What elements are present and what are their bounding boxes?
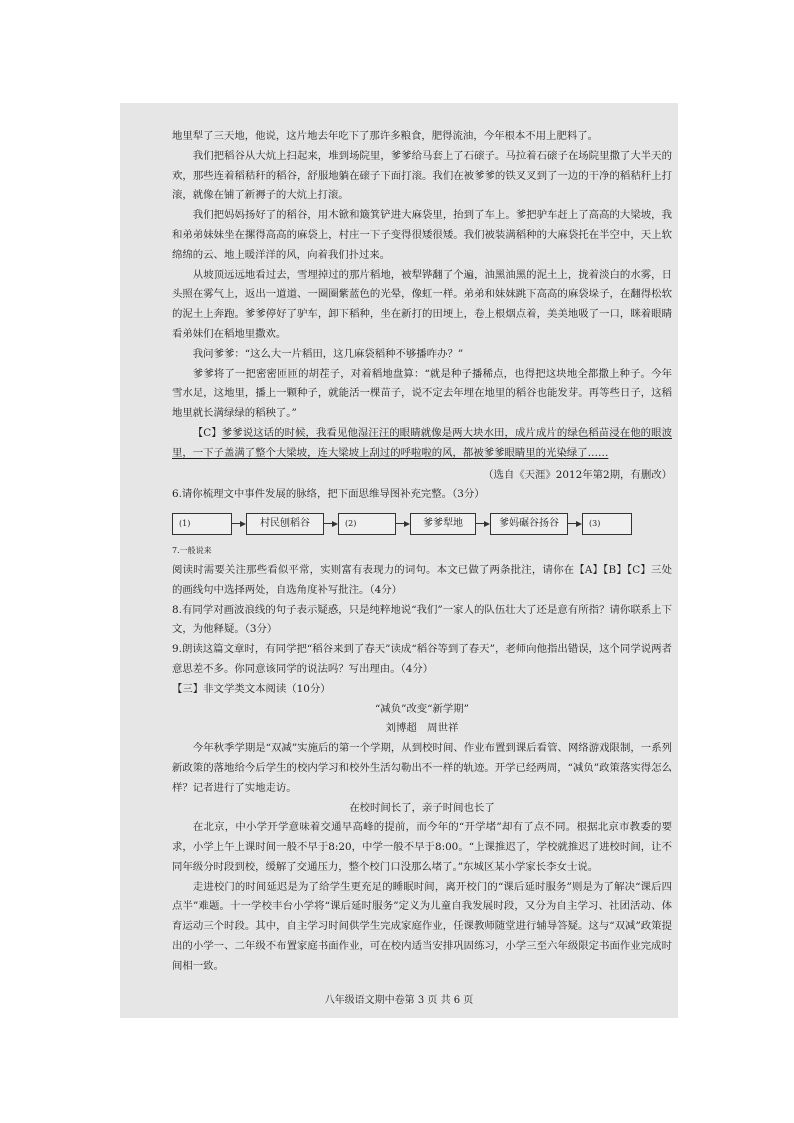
- mind-map-blank-3[interactable]: (3): [582, 513, 632, 535]
- mind-map-node: 爹妈碾谷扬谷: [490, 513, 568, 535]
- annotation-marker-c: 【C】: [192, 426, 222, 439]
- page-footer: 八年级语文期中卷第 3 页 共 6 页: [324, 995, 474, 1006]
- paragraph: 今年秋季学期是“双减”实施后的第一个学期，从到校时间、作业布置到课后看管、网络游戏限制，一系列新政策的落地给今后学生的校内学习和校外生活勾勒出不一样的轨迹。开学已经两周，“减负”政策落实得怎么样？记者进行了实地走访。: [172, 742, 672, 794]
- paragraph: 爹爹将了一把密密匝匝的胡茬子，对着稻地盘算：“就是种子播稀点，也得把这块地全都撒上种子。今年雪水足，这地里，播上一颗种子，就能活一棵苗子，说不定去年埋在地里的稻谷也能发芽。再等些日子，这稻地里就长满绿绿的稻秧了。”: [172, 367, 672, 420]
- paragraph: 我问爹爹：“这么大一片稻田，这几麻袋稻种不够播咋办？”: [192, 347, 464, 360]
- exam-page: [120, 103, 678, 1018]
- question-6: 6.请你梳理文中事件发展的脉络，把下面思维导图补充完整。（3分）: [172, 488, 485, 501]
- arrow-right-icon: [568, 519, 582, 529]
- mind-map-node: 爹爹犁地: [410, 513, 476, 535]
- source-citation: （选自《天涯》2012年第2期，有删改）: [483, 468, 672, 481]
- mind-map-node: 村民刨稻谷: [246, 513, 324, 535]
- question-8: 8.有同学对画波浪线的句子表示疑惑，只是纯粹地说“我们”一家人的队伍壮大了还是意有所指？请你联系上下文，为他释疑。（3分）: [172, 603, 672, 636]
- paragraph: 我们把稻谷从大炕上扫起来，堆到场院里，爹爹给马套上了石磙子。马拉着石磙子在场院里撒了大半天的欢，那些连着稻秸秆的稻谷，舒服地躺在磙子下面打滚。我们在被爹爹的铁叉叉到了一边的干净的稻秸秆上打滚，就像在铺了新褥子的大炕上打滚。: [172, 149, 672, 202]
- question-7: 阅读时需要关注那些看似平常，实则富有表现力的词句。本文已做了两条批注，请你在【A】【B】【C】三处的画线句中选择两处，自选角度补写批注。（4分）: [172, 563, 672, 596]
- paragraph: 地里犁了三天地，他说，这片地去年吃下了那许多粮食，肥得流油，今年根本不用上肥料了。: [172, 130, 599, 142]
- paragraph-c: [172, 424, 672, 464]
- paragraph: 从坡顶远远地看过去，雪埋掉过的那片稻地，被犁铧翻了个遍，油黑油黑的泥土上，拢着淡白的水雾，日头照在雾气上，返出一道道、一圈圈紫蓝色的光晕，像虹一样。弟弟和妹妹跳下高高的麻袋垛子，在翻得松软的泥土上奔跑。爹爹停好了驴车，卸下稻种，坐在新打的田埂上，卷上根烟点着，美美地吸了一口，眯着眼睛看弟妹们在稻地里撒欢。: [172, 268, 672, 340]
- mind-map-blank-2[interactable]: (2): [338, 513, 396, 535]
- article-title: “减负”改变“新学期”: [375, 702, 469, 715]
- arrow-right-icon: [476, 519, 490, 529]
- article-authors: 刘博超 周世祥: [385, 722, 459, 735]
- question-9: 9.朗读这篇文章时，有同学把“稻谷来到了春天”读成“稻谷等到了春天”，老师向他指出错误，这个同学说两者意思差不多。你同意该同学的说法吗？写出理由。（4分）: [172, 643, 672, 675]
- arrow-right-icon: [324, 519, 338, 529]
- section-heading: 【三】非文学类文本阅读（10分）: [172, 682, 331, 695]
- question-7-heading: 7.一般说来: [172, 546, 212, 556]
- underlined-sentence-c: 爹爹说这话的时候，我看见他湿汪汪的眼睛就像是两大块水田，成片成片的绿色稻苗浸在他的眼波里，一下子盖满了整个大梁坡，连大梁坡上刮过的呼啦啦的风，都被爹爹眼睛里的光染绿了……: [172, 426, 673, 459]
- paragraph: 走进校门的时间延迟是为了给学生更充足的睡眠时间，离开校门的“课后延时服务”则是为了解决“课后四点半”难题。十一学校丰台小学将“课后延时服务”定义为儿童自我发展时段，又分为自主学习、社团活动、体育运动三个时段。其中，自主学习时间供学生完成家庭作业，任课教师随堂进行辅导答疑。这与“双减”政策提出的小学一、二年级不布置家庭书面作业，可在校内适当安排巩固练习，小学三至六年级限定书面作业完成时间相一致。: [172, 880, 672, 972]
- mind-map-blank-1[interactable]: (1): [172, 513, 232, 535]
- arrow-right-icon: [232, 519, 246, 529]
- paragraph: 在北京，中小学开学意味着交通早高峰的提前，而今年的“开学堵”却有了点不同。根据北京市教委的要求，小学上午上课时间一般不早于8:20，中学一般不早于8:00。“上课推迟了，学校就推迟了进校时间，让不同年级分时段到校，缓解了交通压力，整个校门口没那么堵了。”东城区某小学家长李女士说。: [172, 821, 672, 873]
- page-content: [172, 127, 672, 977]
- mind-map: [172, 511, 672, 537]
- arrow-right-icon: [396, 519, 410, 529]
- paragraph: 我们把妈妈扬好了的稻谷，用木锨和簸箕铲进大麻袋里，抬到了车上。爹把驴车赶上了高高的大梁坡，我和弟弟妹妹坐在摞得高高的麻袋上，村庄一下子变得很矮很矮。我们被装满稻种的大麻袋托在半空中，天上软绵绵的云、地上暖洋洋的风，向着我们扑过来。: [172, 209, 672, 261]
- article-subheading: 在校时间长了，亲子时间也长了: [349, 801, 495, 814]
